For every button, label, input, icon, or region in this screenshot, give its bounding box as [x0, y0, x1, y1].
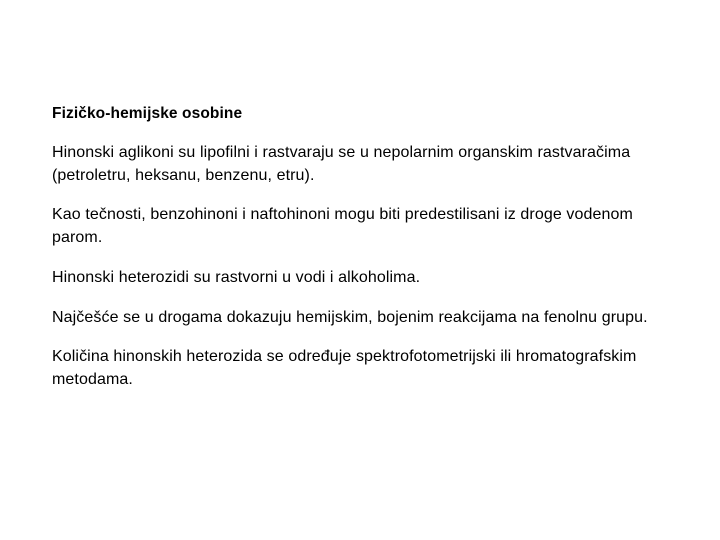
slide-content: [52, 104, 672, 392]
paragraph-1: Hinonski aglikoni su lipofilni i rastvaraju se u nepolarnim organskim rastvaračima (petroletru, heksanu, benzenu, etru).: [52, 143, 631, 184]
slide-heading: Fizičko-hemijske osobine: [52, 105, 243, 122]
paragraph-4: Najčešće se u drogama dokazuju hemijskim, bojenim reakcijama na fenolnu grupu.: [52, 308, 648, 326]
paragraph-5: Količina hinonskih heterozida se određuje spektrofotometrijski ili hromatografskim metodama.: [52, 348, 637, 388]
paragraph-2: Kao tečnosti, benzohinoni i naftohinoni mogu biti predestilisani iz droge vodenom parom.: [52, 206, 633, 247]
paragraph-3: Hinonski heterozidi su rastvorni u vodi i alkoholima.: [52, 268, 421, 286]
